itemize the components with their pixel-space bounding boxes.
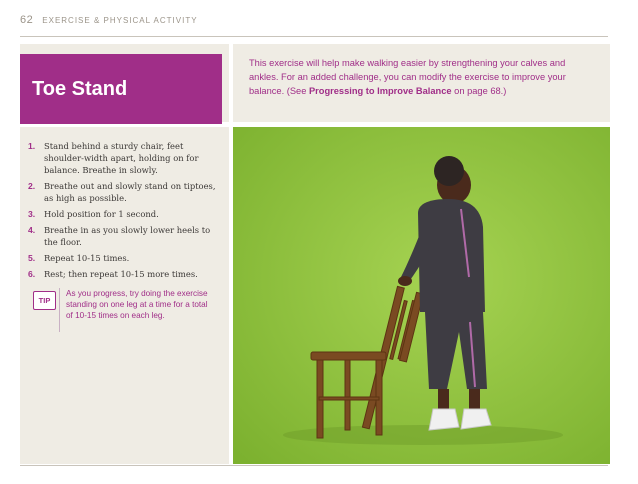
progressing-link[interactable]: Progressing to Improve Balance bbox=[308, 86, 452, 96]
list-item bbox=[28, 180, 223, 204]
steps-list bbox=[28, 140, 223, 284]
exercise-photo bbox=[233, 127, 610, 464]
step-number: 2. bbox=[28, 181, 36, 191]
tip-badge: TIP bbox=[33, 291, 56, 310]
step-text: Stand behind a sturdy chair, feet shoulder-width apart, holding on for balance. Breathe in slowly. bbox=[44, 141, 199, 175]
list-item bbox=[28, 252, 223, 264]
step-number: 6. bbox=[28, 269, 36, 279]
tip-divider bbox=[59, 288, 60, 332]
step-number: 5. bbox=[28, 253, 36, 263]
list-item bbox=[28, 224, 223, 248]
step-text: Hold position for 1 second. bbox=[44, 209, 159, 219]
page-number: 62 bbox=[20, 14, 34, 26]
list-item bbox=[28, 208, 223, 220]
intro-text bbox=[249, 56, 569, 98]
step-text: Breathe out and slowly stand on tiptoes, as high as possible. bbox=[44, 181, 216, 203]
exercise-title: Toe Stand bbox=[32, 78, 128, 100]
step-text: Rest; then repeat 10-15 more times. bbox=[44, 269, 198, 279]
tip-text: As you progress, try doing the exercise standing on one leg at a time for a total of 10-15 times on each leg. bbox=[66, 289, 208, 320]
list-item bbox=[28, 140, 223, 176]
step-number: 4. bbox=[28, 225, 36, 235]
exercise-illustration bbox=[233, 127, 610, 464]
section-title: EXERCISE & PHYSICAL ACTIVITY bbox=[42, 16, 198, 25]
step-text: Repeat 10-15 times. bbox=[44, 253, 130, 263]
step-number: 3. bbox=[28, 209, 36, 219]
step-text: Breathe in as you slowly lower heels to the floor. bbox=[44, 225, 211, 247]
bottom-divider bbox=[20, 465, 608, 466]
floor-shadow bbox=[283, 425, 563, 445]
list-item bbox=[28, 268, 223, 280]
intro-text-after: on page 68.) bbox=[451, 86, 507, 96]
intro-text-before: This exercise will help make walking easier by strengthening your calves and ankles. For an added challenge, you can modify the exercise to improve your balance. (See bbox=[249, 58, 566, 96]
top-divider bbox=[20, 36, 608, 37]
step-number: 1. bbox=[28, 141, 36, 151]
page-header bbox=[20, 14, 198, 26]
